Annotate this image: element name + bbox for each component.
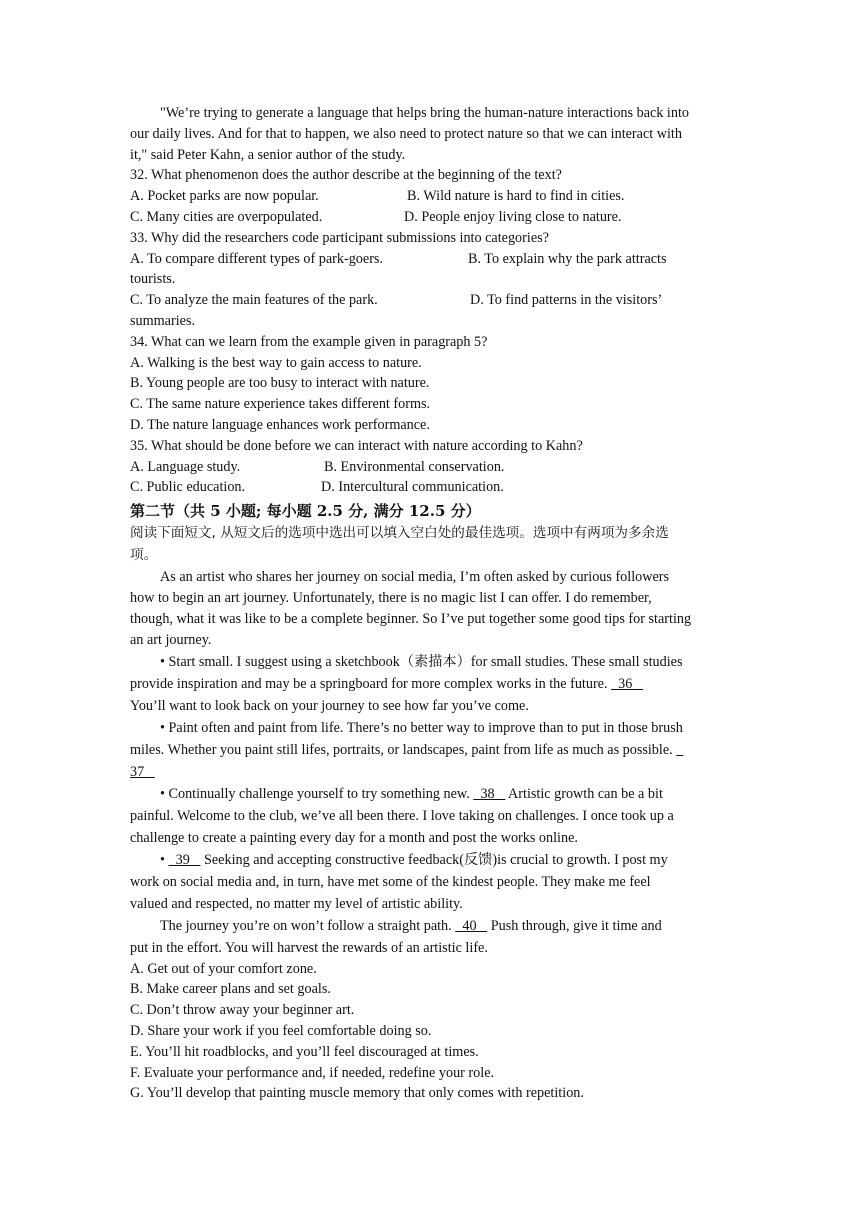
passage-ending: [130, 103, 732, 165]
question-35: [130, 436, 732, 498]
section-heading: 第二节（共 5 小题; 每小题 2.5 分, 满分 12.5 分）: [130, 502, 481, 521]
option-b: B. Make career plans and set goals.: [130, 981, 331, 998]
text-line: it," said Peter Kahn, a senior author of the study.: [130, 146, 406, 163]
question-stem: 32. What phenomenon does the author describe at the beginning of the text?: [130, 167, 562, 184]
tip-text: provide inspiration and may be a springboard for more complex works in the future.: [130, 675, 608, 692]
tip-text: • Continually challenge yourself to try something new.: [160, 785, 470, 802]
tip-line: [130, 849, 732, 871]
option-row: [130, 290, 732, 311]
option-e: E. You’ll hit roadblocks, and you’ll feel discouraged at times.: [130, 1043, 479, 1060]
option-c: C. The same nature experience takes different forms.: [130, 396, 431, 413]
question-34: [130, 332, 732, 436]
question-33: [130, 228, 732, 332]
option-b: B. Environmental conservation.: [324, 458, 505, 475]
option-g: G. You’ll develop that painting muscle memory that only comes with repetition.: [130, 1085, 584, 1102]
text-line: put in the effort. You will harvest the rewards of an artistic life.: [130, 939, 488, 956]
option-d: D. Share your work if you feel comfortable doing so.: [130, 1022, 432, 1039]
option-c: C. Don’t throw away your beginner art.: [130, 1002, 355, 1019]
tip-text: Push through, give it time and: [490, 917, 662, 934]
blank-38[interactable]: 38: [473, 785, 506, 802]
question-stem: 34. What can we learn from the example given in paragraph 5?: [130, 333, 488, 350]
option-d: D. People enjoy living close to nature.: [404, 208, 622, 225]
option-a: A. Language study.: [130, 458, 241, 475]
tip-line: [130, 673, 732, 695]
option-row: [130, 207, 732, 228]
blank-37[interactable]: 37: [130, 763, 155, 780]
tip-text: Seeking and accepting constructive feedback(反馈)is crucial to growth. I post my: [203, 851, 668, 868]
option-a: A. To compare different types of park-goers.: [130, 250, 383, 267]
option-d: D. To find patterns in the visitors’: [470, 292, 663, 309]
text-line: As an artist who shares her journey on social media, I’m often asked by curious followers: [160, 569, 670, 586]
option-c: C. Public education.: [130, 479, 246, 496]
tip-line: challenge to create a painting every day for a month and post the works online.: [130, 829, 578, 846]
option-row: [130, 457, 732, 478]
option-c: C. To analyze the main features of the park.: [130, 292, 378, 309]
question-stem: 35. What should be done before we can interact with nature according to Kahn?: [130, 437, 583, 454]
blank-37-start[interactable]: [676, 742, 683, 758]
answer-options: [130, 959, 732, 1105]
blank-40[interactable]: 40: [455, 917, 488, 934]
article: [130, 566, 732, 958]
text-line: an art journey.: [130, 631, 212, 648]
tip-line: valued and respected, no matter my level of artistic ability.: [130, 895, 463, 912]
tip-line: [130, 739, 732, 761]
option-d: D. Intercultural communication.: [321, 479, 504, 496]
bullet: •: [160, 851, 165, 868]
option-b: B. Young people are too busy to interact with nature.: [130, 375, 430, 392]
tip-line: • Paint often and paint from life. There’s no better way to improve than to put in those brush: [160, 719, 683, 736]
option-b-continued: tourists.: [130, 271, 176, 288]
tip-line: [130, 783, 732, 805]
tip-line: You’ll want to look back on your journey to see how far you’ve come.: [130, 697, 529, 714]
option-a: A. Walking is the best way to gain access to nature.: [130, 354, 422, 371]
option-row: [130, 249, 732, 270]
option-c: C. Many cities are overpopulated.: [130, 208, 323, 225]
text-line: how to begin an art journey. Unfortunately, there is no magic list I can offer. I do remember,: [130, 590, 652, 607]
blank-39[interactable]: 39: [168, 851, 201, 868]
text-line: [130, 915, 732, 937]
option-row: [130, 186, 732, 207]
exam-page: [130, 103, 732, 1104]
text-line: our daily lives. And for that to happen, we also need to protect nature so that we can interact with: [130, 125, 682, 142]
tip-line: work on social media and, in turn, have met some of the kindest people. They make me feel: [130, 873, 651, 890]
tip-text: Artistic growth can be a bit: [508, 785, 663, 802]
text-line: though, what it was like to be a complete beginner. So I’ve put together some good tips for starting: [130, 610, 692, 627]
blank-36[interactable]: 36: [611, 675, 643, 692]
option-a: A. Pocket parks are now popular.: [130, 188, 319, 205]
tip-text: miles. Whether you paint still lifes, portraits, or landscapes, paint from life as much as possible.: [130, 741, 673, 758]
option-a: A. Get out of your comfort zone.: [130, 960, 317, 977]
section-2: [130, 500, 732, 566]
instructions-line: 项。: [130, 547, 158, 564]
tip-line: • Start small. I suggest using a sketchbook（素描本）for small studies. These small studies: [160, 653, 683, 670]
question-32: [130, 165, 732, 227]
text-line: "We’re trying to generate a language that helps bring the human-nature interactions back into: [160, 105, 689, 121]
question-stem: 33. Why did the researchers code participant submissions into categories?: [130, 229, 549, 246]
tip-line: [130, 761, 732, 783]
option-row: [130, 477, 732, 498]
option-f: F. Evaluate your performance and, if needed, redefine your role.: [130, 1064, 495, 1081]
instructions-line: 阅读下面短文, 从短文后的选项中选出可以填入空白处的最佳选项。选项中有两项为多余选: [130, 525, 669, 542]
option-b: B. To explain why the park attracts: [468, 250, 667, 267]
option-b: B. Wild nature is hard to find in cities.: [407, 188, 625, 205]
tip-text: The journey you’re on won’t follow a straight path.: [160, 917, 452, 934]
option-d: D. The nature language enhances work performance.: [130, 416, 430, 433]
option-d-continued: summaries.: [130, 312, 196, 329]
tip-line: painful. Welcome to the club, we’ve all been there. I love taking on challenges. I once took up a: [130, 807, 674, 824]
